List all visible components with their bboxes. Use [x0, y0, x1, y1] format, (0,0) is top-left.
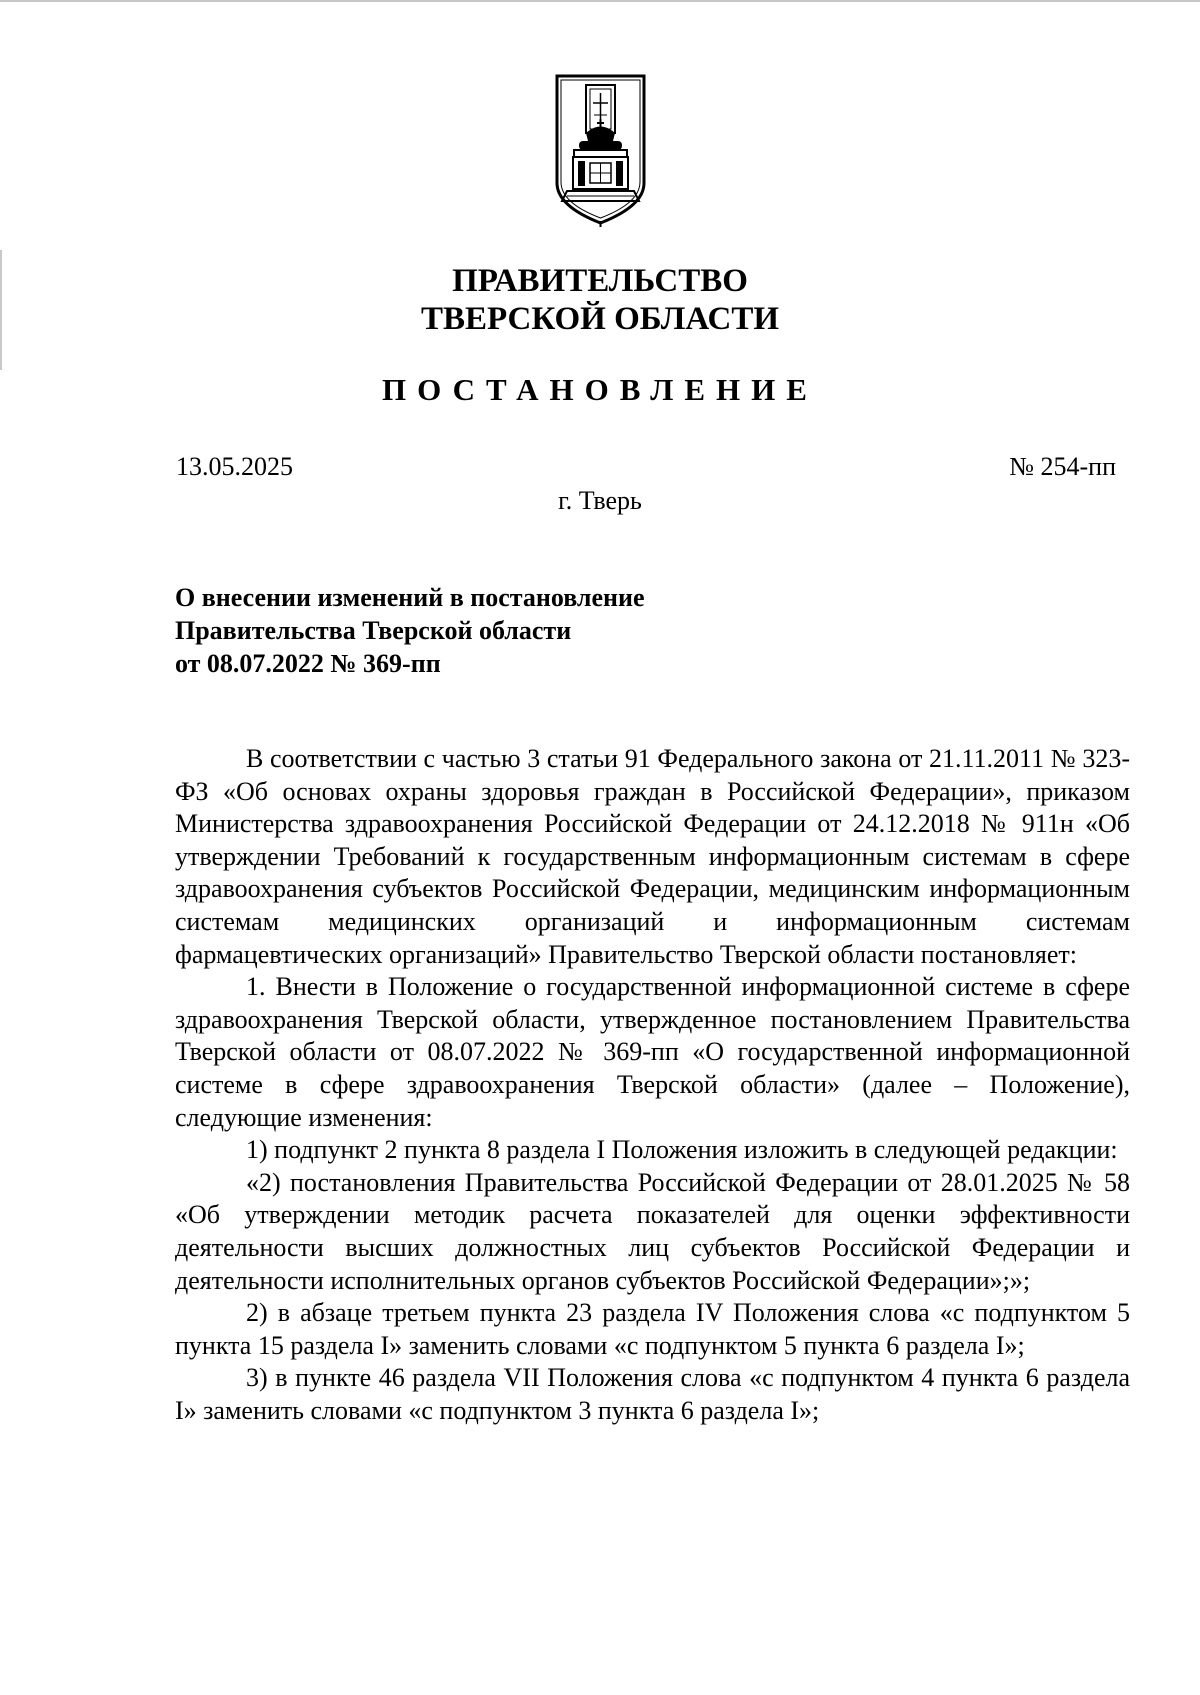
subject-line-1: О внесении изменений в постановление	[175, 583, 645, 612]
document-body	[175, 743, 1130, 1427]
document-subject	[175, 581, 1075, 680]
body-paragraph-quoted-text: «2) постановления Правительства Российской Федерации от 28.01.2025 № 58 «Об утверждении методик расчета показателей для оценки эффективности деятельности высших должностных лиц субъектов Российской Федерации и деятельности исполнительных органов субъектов Российской Федерации»;»;	[175, 1167, 1130, 1295]
document-number: № 254-пп	[1009, 452, 1116, 481]
document-date: 13.05.2025	[176, 452, 293, 481]
coat-of-arms-emblem	[553, 73, 648, 228]
subject-line-2: Правительства Тверской области	[175, 616, 572, 645]
subject-line-3: от 08.07.2022 № 369-пп	[175, 649, 441, 678]
organization-name-line-1: ПРАВИТЕЛЬСТВО	[452, 263, 748, 299]
body-paragraph-subitem-2: 2) в абзаце третьем пункта 23 раздела IV Положения слова «с подпунктом 5 пункта 15 раздела I» заменить словами «с подпунктом 5 пункта 6 раздела I»;	[175, 1298, 1130, 1360]
document-city: г. Тверь	[558, 486, 642, 515]
body-paragraph-subitem-3: 3) в пункте 46 раздела VII Положения слова «с подпунктом 4 пункта 6 раздела I» заменить словами «с подпунктом 3 пункта 6 раздела I»;	[175, 1363, 1130, 1425]
document-type-title: ПОСТАНОВЛЕНИЕ	[382, 372, 818, 407]
body-paragraph-preamble: В соответствии с частью 3 статьи 91 Федерального закона от 21.11.2011 № 323-ФЗ «Об основах охраны здоровья граждан в Российской Федерации», приказом Министерства здравоохранения Российской Федерации от 24.12.2018 № 911н «Об утверждении Требований к государственным информационным системам в сфере здравоохранения субъектов Российской Федерации, медицинским информационным системам медицинских организаций и информационным системам фармацевтических организаций» Правительство Тверской области постановляет:	[175, 744, 1130, 969]
body-paragraph-item-1: 1. Внести в Положение о государственной информационной системе в сфере здравоохранения Тверской области, утвержденное постановлением Правительства Тверской области от 08.07.2022 № 369-пп «О государственной информационной системе в сфере здравоохранения Тверской области» (далее – Положение), следующие изменения:	[175, 972, 1130, 1132]
scan-edge-top	[0, 0, 1200, 2]
body-paragraph-subitem-1: 1) подпункт 2 пункта 8 раздела I Положения изложить в следующей редакции:	[246, 1135, 1118, 1165]
organization-name-line-2: ТВЕРСКОЙ ОБЛАСТИ	[420, 301, 780, 337]
